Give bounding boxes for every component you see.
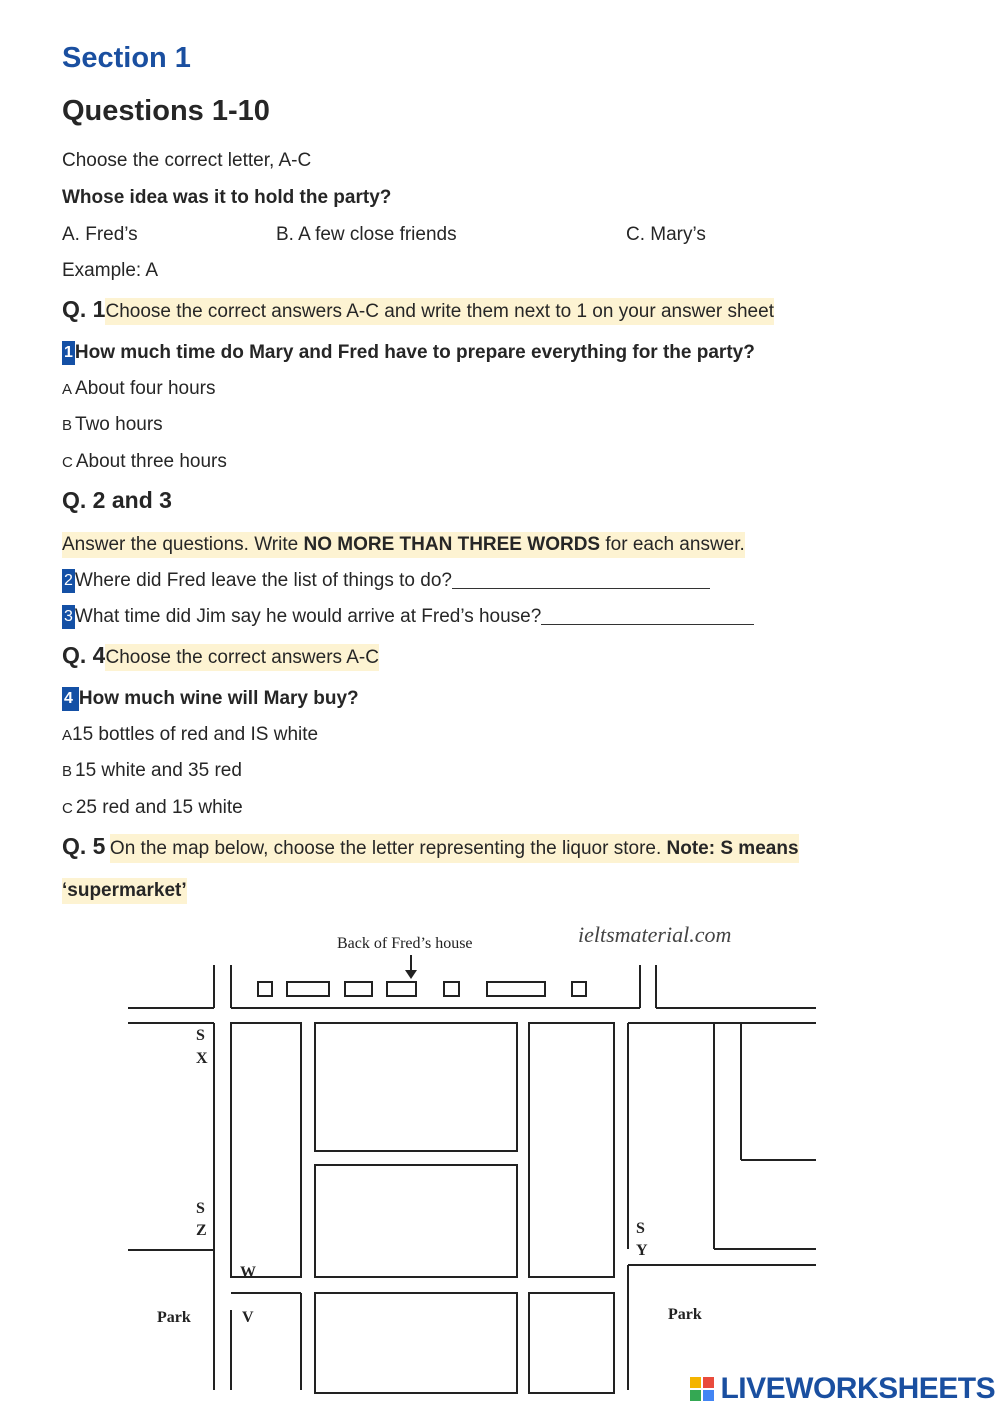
q4-option-text: 15 white and 35 red [75,760,242,781]
q3-question [62,605,754,629]
q4-question [62,687,359,711]
example-option-c: C. Mary’s [626,224,706,245]
q1-option-c[interactable] [62,451,227,473]
q4-option-letter: A [62,727,73,744]
section-title: Section 1 [62,42,191,74]
q5-note: Note: S means [666,838,799,859]
map-house-label: Back of Fred’s house [337,935,473,952]
map-label-s1: S [196,1027,205,1044]
q5-heading [62,833,799,860]
map-park-right: Park [668,1306,702,1323]
questions-title: Questions 1-10 [62,95,270,127]
map-label-s3: S [636,1220,645,1237]
q4-option-text: 25 red and 15 white [75,797,243,818]
q2-question [62,569,710,593]
q1-question [62,341,755,365]
q2-question-text: Where did Fred leave the list of things to do? [74,570,452,591]
arrow-down-icon [405,970,417,979]
q1-question-text: How much time do Mary and Fred have to prepare everything for the party? [74,342,755,363]
example-answer: Example: A [62,260,159,281]
q23-label: Q. 2 and 3 [62,487,172,513]
q4-heading [62,642,379,669]
q5-label: Q. 5 [62,833,106,859]
q1-option-text: About four hours [75,378,216,399]
q1-option-a[interactable] [62,378,216,400]
q1-instruction: Choose the correct answers A-C and write them next to 1 on your answer sheet [105,298,774,325]
q4-question-text: How much wine will Mary buy? [78,688,359,709]
q23-instruction [62,532,745,558]
q4-option-c[interactable] [62,797,243,819]
map-label-s2: S [196,1200,205,1217]
q1-option-text: About three hours [75,451,227,472]
street-map [0,915,999,1395]
q4-option-letter: C [62,800,73,817]
q4-option-letter: B [62,763,73,780]
q4-option-a[interactable] [62,724,318,746]
map-label-x: X [196,1050,208,1067]
q23-instruction-post: for each answer. [600,534,745,555]
map-label-z: Z [196,1222,207,1239]
logo-blocks-icon [690,1376,716,1402]
q3-number-badge: 3 [62,605,75,629]
q5-instruction-text: On the map below, choose the letter representing the liquor store. [109,838,667,859]
q3-question-text: What time did Jim say he would arrive at Fred’s house? [74,606,542,627]
q1-option-letter: B [62,417,73,434]
q2-answer-blank[interactable] [452,588,710,589]
q4-number-badge: 4 [62,687,79,711]
q5-note-continued: ‘supermarket’ [62,878,187,904]
q1-heading [62,296,774,323]
q1-option-text: Two hours [75,414,163,435]
map-label-y: Y [636,1242,648,1259]
example-question: Whose idea was it to hold the party? [62,187,392,208]
q1-label: Q. 1 [62,296,106,322]
q1-option-letter: C [62,454,73,471]
q4-option-text: 15 bottles of red and IS white [72,724,319,745]
q23-instruction-bold: NO MORE THAN THREE WORDS [303,534,601,555]
example-option-b: B. A few close friends [276,224,457,245]
q4-instruction: Choose the correct answers A-C [105,644,379,671]
q3-answer-blank[interactable] [541,624,754,625]
q1-option-b[interactable] [62,414,163,436]
map-label-w: W [240,1264,256,1281]
q2-number-badge: 2 [62,569,75,593]
liveworksheets-logo[interactable] [690,1372,995,1404]
example-option-a: A. Fred’s [62,224,138,245]
q1-option-letter: A [62,381,73,398]
q1-number-badge: 1 [62,341,75,365]
logo-text: LIVEWORKSHEETS [720,1372,996,1405]
q4-label: Q. 4 [62,642,106,668]
instruction: Choose the correct letter, A-C [62,150,312,171]
q4-option-b[interactable] [62,760,242,782]
map-watermark: ieltsmaterial.com [578,922,732,947]
q23-instruction-pre: Answer the questions. Write [62,534,304,555]
q5-instruction [110,834,799,863]
map-label-v: V [242,1309,254,1326]
map-park-left: Park [157,1309,191,1326]
